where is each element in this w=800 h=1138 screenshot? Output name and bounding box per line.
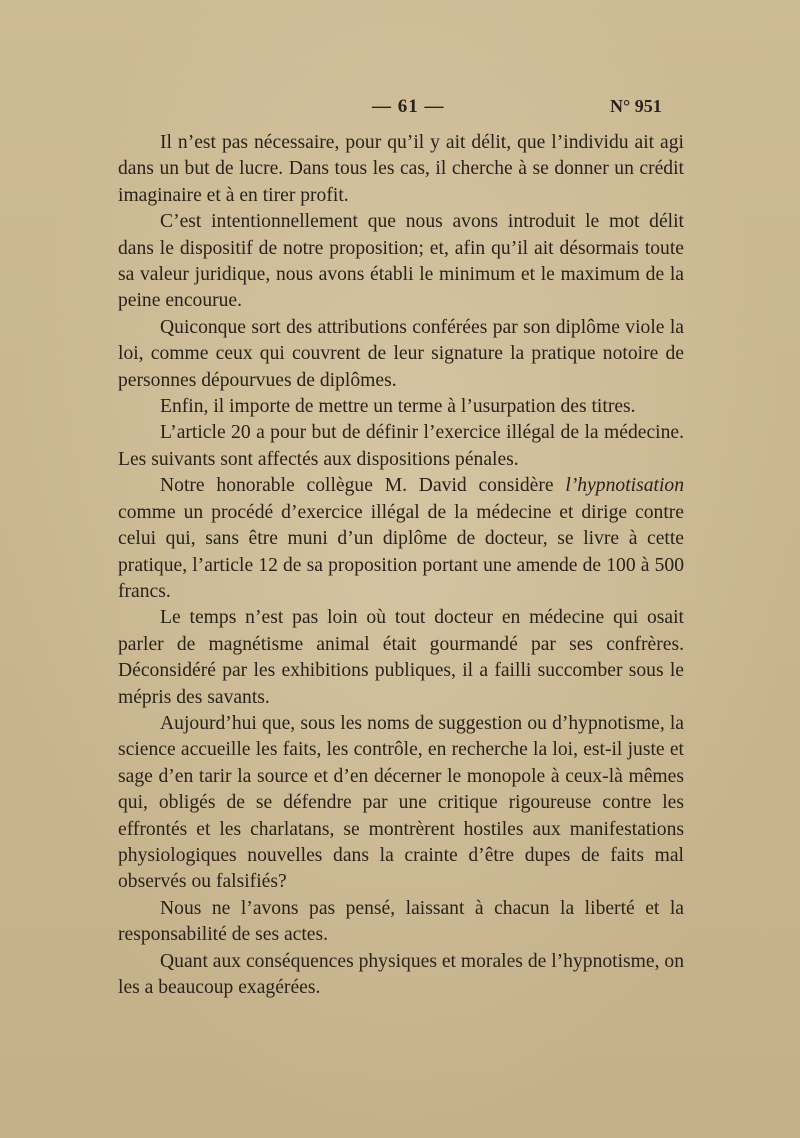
paragraph: Nous ne l’avons pas pensé, laissant à chacun la liberté et la responsabilité de ses actes. — [118, 897, 684, 946]
page-number: — 61 — — [372, 96, 445, 117]
body-text — [118, 130, 684, 1001]
document-number: N° 951 — [610, 96, 662, 116]
paragraph: Quant aux conséquences physiques et morales de l’hypnotisme, on les a beaucoup exagérées. — [118, 950, 685, 998]
paragraph: Il n’est pas nécessaire, pour qu’il y ait délit, que l’individu ait agi dans un but de lucre. Dans tous les cas, il cherche à se donner un crédit imaginaire et à en tirer profit. — [118, 132, 684, 206]
italic-term: l’hypnotisation — [565, 475, 684, 497]
paragraph — [118, 473, 684, 605]
paragraph-text: comme un procédé d’exercice illégal de la médecine et dirige contre celui qui, sans être muni d’un diplôme de docteur, se livre à cette pratique, l’article 12 de sa proposition portant une amende de 100 à 500 francs. — [118, 501, 684, 602]
paragraph: Le temps n’est pas loin où tout docteur en médecine qui osait parler de magnétisme animal était gourmandé par ses confrères. Déconsidéré par les exhibitions publiques, il a failli succomber sous le mépris des savants. — [118, 607, 684, 708]
paragraph: Quiconque sort des attributions conférées par son diplôme viole la loi, comme ceux qui couvrent de leur signature la pratique notoire de personnes dépourvues de diplômes. — [118, 316, 684, 391]
paragraph: L’article 20 a pour but de définir l’exercice illégal de la médecine. Les suivants sont affectés aux dispositions pénales. — [118, 422, 684, 470]
paragraph: Aujourd’hui que, sous les noms de suggestion ou d’hypnotisme, la science accueille les faits, les contrôle, en recherche la loi, est-il juste et sage d’en tarir la source et d’en décerner le monopole à ceux-là mêmes qui, obligés de se défendre par une critique rigoureuse contre les effrontés et les charlatans, se montrèrent hostiles aux manifestations physiologiques nouvelles dans la crainte d’être dupes de faits mal observés ou falsifiés? — [118, 712, 684, 893]
paragraph-text: Notre honorable collègue M. David considère — [160, 475, 566, 497]
page-header — [0, 96, 800, 126]
paragraph: Enfin, il importe de mettre un terme à l’usurpation des titres. — [160, 396, 636, 418]
paragraph: C’est intentionnellement que nous avons introduit le mot délit dans le dispositif de notre proposition; et, afin qu’il ait désormais toute sa valeur juridique, nous avons établi le minimum et le maximum de la peine encourue. — [118, 211, 684, 312]
